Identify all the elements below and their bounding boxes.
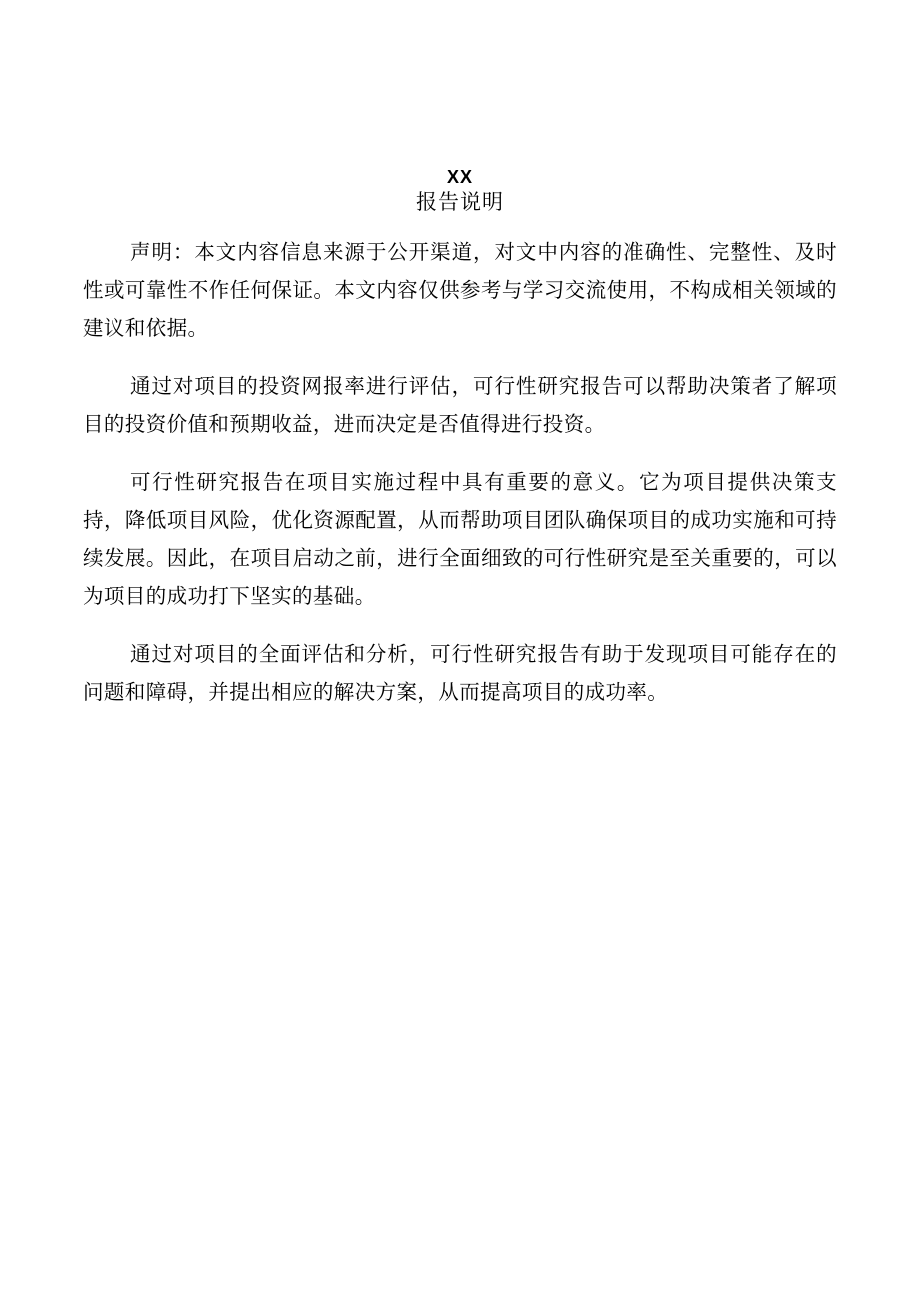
document-body [83, 233, 837, 731]
body-paragraph-investment: 通过对项目的投资网报率进行评估，可行性研究报告可以帮助决策者了解项目的投资价值和预期收益，进而决定是否值得进行投资。 [83, 374, 837, 436]
body-paragraph-evaluation: 通过对项目的全面评估和分析，可行性研究报告有助于发现项目可能存在的问题和障碍，并提出相应的解决方案，从而提高项目的成功率。 [83, 642, 837, 704]
document-header [0, 166, 920, 216]
disclaimer-paragraph: 声明：本文内容信息来源于公开渠道，对文中内容的准确性、完整性、及时性或可靠性不作任何保证。本文内容仅供参考与学习交流使用，不构成相关领域的建议和依据。 [83, 240, 837, 340]
document-code: XX [446, 167, 473, 187]
document-title: 报告说明 [416, 190, 504, 214]
body-paragraph-significance: 可行性研究报告在项目实施过程中具有重要的意义。它为项目提供决策支持，降低项目风险，优化资源配置，从而帮助项目团队确保项目的成功实施和可持续发展。因此，在项目启动之前，进行全面细致的可行性研究是至关重要的，可以为项目的成功打下坚实的基础。 [83, 470, 837, 608]
